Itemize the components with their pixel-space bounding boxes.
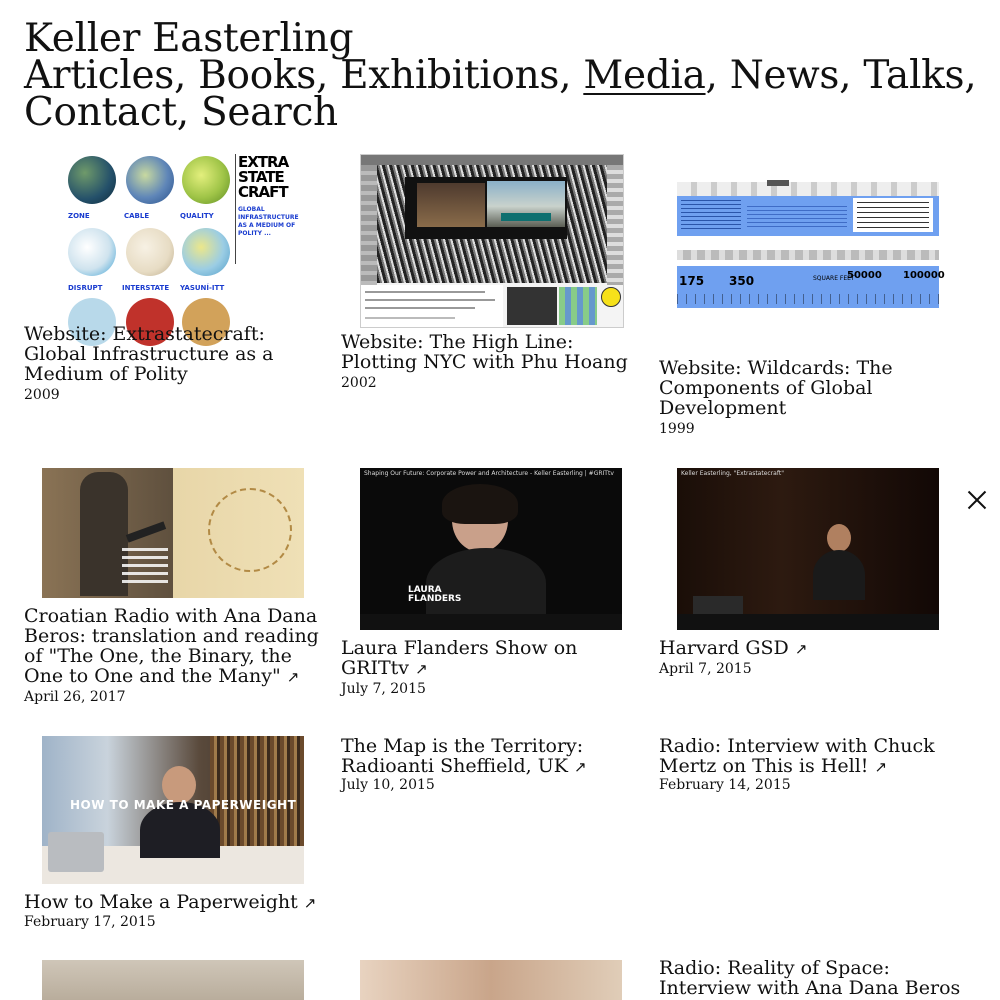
- nav-exhibitions[interactable]: Exhibitions: [340, 53, 560, 98]
- nav-news[interactable]: News: [729, 53, 840, 98]
- external-link-icon: ↗: [573, 758, 587, 776]
- item-date: 1999: [659, 421, 695, 437]
- media-item-map-territory[interactable]: [341, 736, 641, 806]
- item-date: July 7, 2015: [341, 681, 426, 697]
- media-item-row4-left[interactable]: [24, 960, 324, 1000]
- item-title: Radio: Interview with Chuck Mertz on This is Hell! ↗: [659, 735, 935, 777]
- external-link-icon: ↗: [794, 640, 808, 658]
- extrastatecraft-thumbnail: ZONE CABLE QUALITY DISRUPT INTERSTATE YASUNÍ-ITT EXTRA STATE CRAFT GLOBAL INFRASTRUCTURE AS A MEDIUM OF POLITY ...: [42, 154, 304, 316]
- site-title[interactable]: Keller Easterling: [24, 16, 354, 61]
- item-title: Croatian Radio with Ana Dana Beros: translation and reading of "The One, the Binary, the One to One and the Many" ↗: [24, 605, 319, 687]
- media-item-extrastatecraft[interactable]: [24, 154, 324, 404]
- item-date: 2002: [341, 375, 377, 391]
- item-date: 2009: [24, 387, 60, 403]
- media-item-row4-middle[interactable]: [341, 960, 641, 1000]
- main-nav-line-2: Contact, Search: [24, 90, 338, 135]
- media-item-high-line[interactable]: [341, 154, 641, 404]
- nav-contact[interactable]: Contact: [24, 90, 177, 135]
- item-title: Website: Wildcards: The Components of Global Development: [659, 357, 893, 419]
- site-header: [24, 16, 977, 135]
- media-thumbnail: [42, 960, 304, 1000]
- nav-articles[interactable]: Articles: [24, 53, 174, 98]
- item-title: How to Make a Paperweight ↗: [24, 891, 317, 913]
- item-date: April 7, 2015: [659, 661, 752, 677]
- item-title: Website: The High Line: Plotting NYC with Phu Hoang: [341, 331, 628, 373]
- media-thumbnail: [360, 960, 622, 1000]
- item-title: Laura Flanders Show on GRITtv ↗: [341, 637, 578, 679]
- high-line-thumbnail: [360, 154, 624, 328]
- item-title: The Map is the Territory: Radioanti Sheffield, UK ↗: [341, 735, 587, 777]
- media-item-croatian-radio[interactable]: [24, 468, 324, 708]
- media-item-harvard-gsd[interactable]: [659, 468, 959, 688]
- media-item-laura-flanders[interactable]: [341, 468, 641, 708]
- main-nav: Articles, Books, Exhibitions, Media, News, Talks,: [24, 53, 977, 98]
- media-item-chuck-mertz[interactable]: [659, 736, 959, 806]
- nav-search[interactable]: Search: [200, 90, 338, 135]
- paperweight-video-thumbnail: HOW TO MAKE A PAPERWEIGHT: [42, 736, 304, 884]
- nav-talks[interactable]: Talks: [863, 53, 965, 98]
- external-link-icon: ↗: [874, 758, 888, 776]
- close-icon[interactable]: [965, 488, 989, 512]
- croatian-radio-thumbnail: [42, 468, 304, 598]
- external-link-icon: ↗: [303, 894, 317, 912]
- wildcards-thumbnail: 175 350 SQUARE FEET 50000 100000: [677, 154, 939, 350]
- harvard-gsd-video-thumbnail: Keller Easterling, "Extrastatecraft": [677, 468, 939, 630]
- laura-flanders-video-thumbnail: Shaping Our Future: Corporate Power and Architecture - Keller Easterling | #GRITtv LAURA FLANDERS: [360, 468, 622, 630]
- nav-media[interactable]: Media: [583, 53, 706, 98]
- external-link-icon: ↗: [415, 660, 428, 678]
- item-date: February 17, 2015: [24, 914, 156, 930]
- media-item-paperweight[interactable]: [24, 736, 324, 936]
- item-title: Harvard GSD ↗: [659, 637, 808, 659]
- item-title: Radio: Reality of Space: Interview with Ana Dana Beros: [659, 957, 961, 999]
- media-item-reality-of-space[interactable]: [659, 958, 959, 1000]
- item-date: July 10, 2015: [341, 777, 435, 793]
- nav-books[interactable]: Books: [198, 53, 316, 98]
- item-title: Website: Extrastatecraft: Global Infrastructure as a Medium of Polity: [24, 323, 274, 385]
- media-item-wildcards[interactable]: [659, 154, 959, 444]
- item-date: February 14, 2015: [659, 777, 791, 793]
- item-date: April 26, 2017: [24, 689, 126, 705]
- external-link-icon: ↗: [286, 668, 300, 686]
